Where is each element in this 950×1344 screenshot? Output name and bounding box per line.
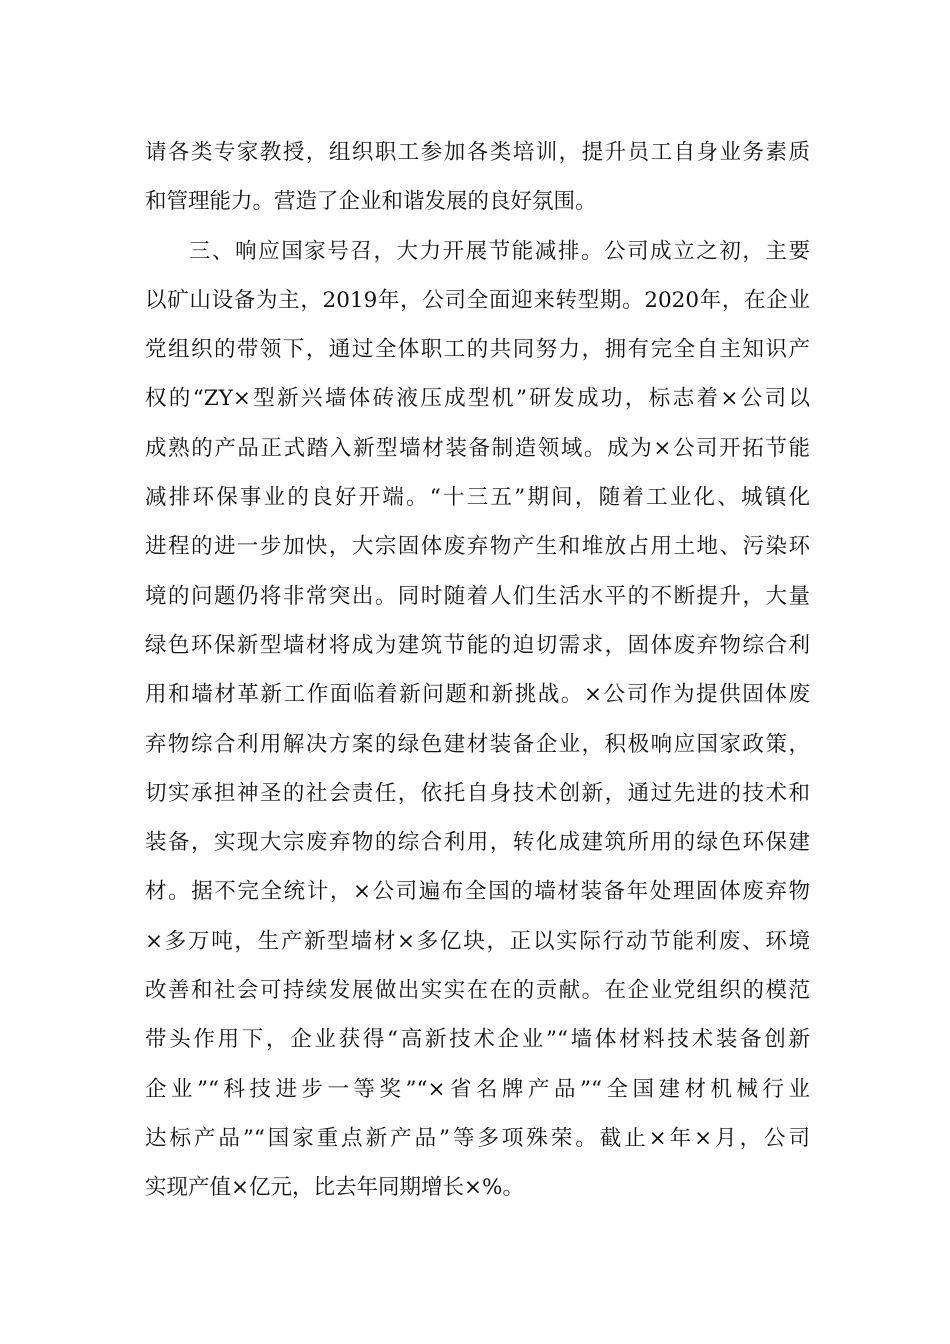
text-line: 减排环保事业的良好开端。“十三五”期间，随着工业化、城镇化: [145, 485, 810, 511]
text-line: 切实承担神圣的社会责任，依托自身技术创新，通过先进的技术和: [145, 780, 810, 806]
text-line: 和管理能力。营造了企业和谐发展的良好氛围。: [145, 189, 597, 215]
text-line: 装备，实现大宗废弃物的综合利用，转化成建筑所用的绿色环保建: [145, 830, 810, 856]
text-line: 请各类专家教授，组织职工参加各类培训，提升员工自身业务素质: [145, 140, 810, 165]
text-line: 材。据不完全统计，×公司遍布全国的墙材装备年处理固体废弃物: [145, 879, 810, 905]
text-line: 实现产值×亿元，比去年同期增长×%。: [145, 1175, 524, 1201]
body-text: [145, 128, 810, 1213]
text-line: 成熟的产品正式踏入新型墙材装备制造领域。成为×公司开拓节能: [145, 435, 810, 461]
text-line: 达标产品”“国家重点新产品”等多项殊荣。截止×年×月，公司: [145, 1125, 810, 1151]
text-line: 党组织的带领下，通过全体职工的共同努力，拥有完全自主知识产: [145, 337, 810, 363]
text-line: 改善和社会可持续发展做出实实在在的贡献。在企业党组织的模范: [145, 978, 810, 1004]
text-line: 用和墙材革新工作面临着新问题和新挑战。×公司作为提供固体废: [145, 682, 810, 708]
text-line: 境的问题仍将非常突出。同时随着人们生活水平的不断提升，大量: [145, 583, 810, 609]
text-line: 以矿山设备为主，2019年，公司全面迎来转型期。2020年，在企业: [145, 287, 810, 313]
text-line: 权的“ZY×型新兴墙体砖液压成型机”研发成功，标志着×公司以: [145, 386, 810, 412]
text-line: 带头作用下，企业获得“高新技术企业”“墙体材料技术装备创新: [145, 1027, 810, 1053]
text-line: 企业”“科技进步一等奖”“×省名牌产品”“全国建材机械行业: [145, 1076, 810, 1102]
text-line: 绿色环保新型墙材将成为建筑节能的迫切需求，固体废弃物综合利: [145, 632, 810, 658]
text-line: 弃物综合利用解决方案的绿色建材装备企业，积极响应国家政策，: [145, 731, 810, 757]
paragraph-start-line: 三、响应国家号召，大力开展节能减排。公司成立之初，主要: [189, 238, 810, 264]
text-line: 进程的进一步加快，大宗固体废弃物产生和堆放占用土地、污染环: [145, 534, 810, 560]
text-line: ×多万吨，生产新型墙材×多亿块，正以实际行动节能利废、环境: [145, 928, 810, 954]
